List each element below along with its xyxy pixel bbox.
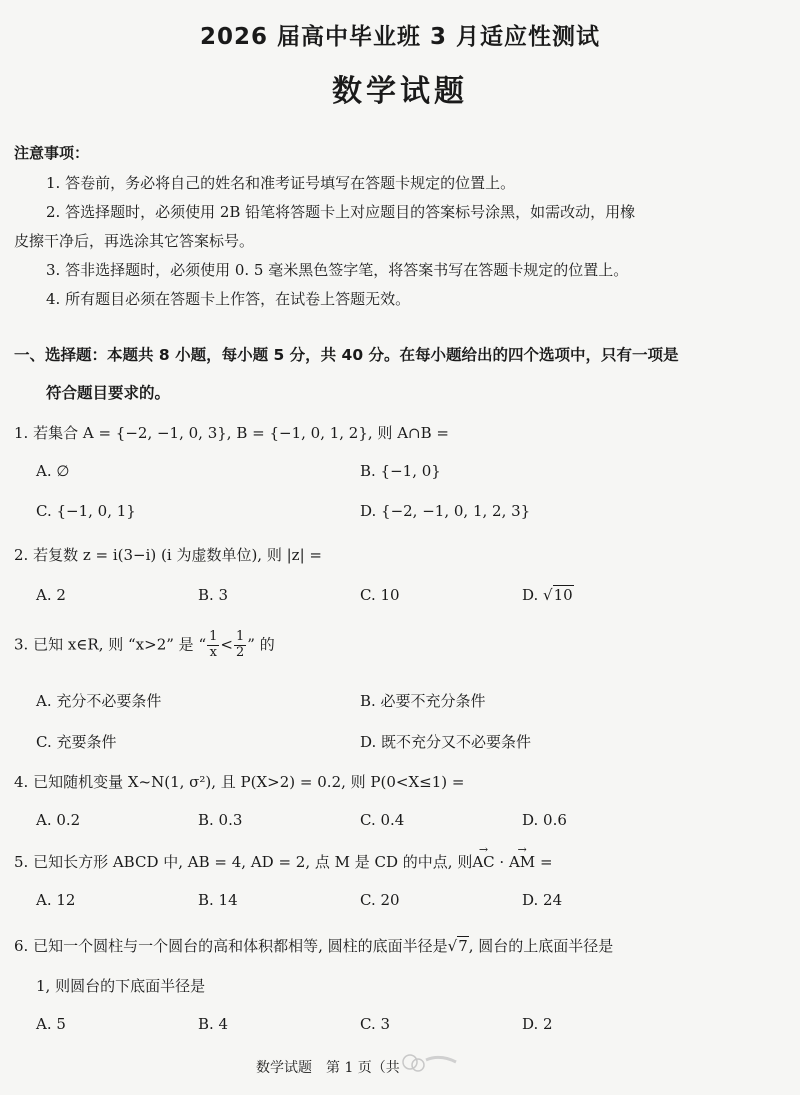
option-b: B. 3 (198, 586, 229, 604)
option-a: A. 充分不必要条件 (36, 692, 162, 710)
notice-item: 1. 答卷前，务必将自己的姓名和准考证号填写在答题卡规定的位置上。 (46, 174, 516, 192)
fraction-numerator: 1 (209, 629, 218, 644)
option-d: D. 2 (522, 1015, 553, 1033)
option-d (522, 586, 574, 604)
option-d: D. {−2, −1, 0, 1, 2, 3} (360, 502, 531, 520)
question-stem (14, 851, 553, 872)
page-footer: 数学试题 第 1 页（共 (256, 1060, 400, 1076)
dot-operator: · (494, 853, 509, 871)
option-b: B. 4 (198, 1015, 229, 1033)
section-heading: 一、选择题：本题共 8 小题，每小题 5 分，共 40 分。在每小题给出的四个选项中，只有一项是 (14, 346, 679, 364)
option-d: D. 0.6 (522, 811, 567, 829)
fraction-numerator: 1 (235, 629, 245, 644)
fraction-denominator: 2 (235, 644, 245, 660)
question-stem: 1. 若集合 A = {−2, −1, 0, 3}, B = {−1, 0, 1, 2}, 则 A∩B = (14, 424, 449, 442)
stem-suffix: ” 的 (247, 635, 275, 654)
question-stem: 4. 已知随机变量 X~N(1, σ²), 且 P(X>2) = 0.2, 则 P(0<X≤1) = (14, 773, 465, 791)
option-b: B. 0.3 (198, 811, 243, 829)
question-stem-cont: 1, 则圆台的下底面半径是 (36, 977, 206, 995)
option-b: B. 必要不充分条件 (360, 692, 486, 710)
option-c: C. 20 (360, 891, 400, 909)
option-c: C. 0.4 (360, 811, 405, 829)
notice-item: 2. 答选择题时，必须使用 2B 铅笔将答题卡上对应题目的答案标号涂黑，如需改动，用橡 (46, 203, 636, 221)
watermark-graphic (400, 1048, 460, 1078)
subject-title: 数学试题 (332, 74, 468, 109)
notice-item: 4. 所有题目必须在答题卡上作答，在试卷上答题无效。 (46, 290, 411, 308)
stem-prefix: 6. 已知一个圆柱与一个圆台的高和体积都相等, 圆柱的底面半径是 (14, 937, 448, 955)
less-than-sign: < (220, 635, 233, 654)
notice-heading: 注意事项： (14, 144, 90, 162)
stem-prefix: 3. 已知 x∈R, 则 “x>2” 是 “ (14, 635, 207, 654)
option-d-label: D. (522, 586, 544, 604)
exam-title: 2026 届高中毕业班 3 月适应性测试 (199, 24, 601, 50)
option-d: D. 既不充分又不必要条件 (360, 733, 532, 751)
sqrt-expression: √10 (543, 586, 573, 604)
option-c: C. 3 (360, 1015, 391, 1033)
option-a: A. 12 (36, 891, 76, 909)
notice-item: 3. 答非选择题时，必须使用 0. 5 毫米黑色签字笔，将答案书写在答题卡规定的位置上。 (46, 261, 629, 279)
question-stem (14, 630, 275, 661)
sqrt-radicand: 7 (458, 937, 468, 955)
option-a: A. 2 (36, 586, 66, 604)
fraction-one-half (234, 630, 246, 661)
vector-am: → AM (509, 853, 535, 871)
equals-sign: = (535, 853, 553, 871)
option-c: C. 10 (360, 586, 400, 604)
option-c: C. 充要条件 (36, 733, 117, 751)
stem-prefix: 5. 已知长方形 ABCD 中, AB = 4, AD = 2, 点 M 是 CD 的中点, 则 (14, 853, 473, 871)
stem-suffix: , 圆台的上底面半径是 (468, 937, 614, 955)
question-stem (14, 935, 613, 956)
option-b: B. {−1, 0} (360, 462, 441, 480)
watermark-logo-icon (400, 1048, 460, 1078)
fraction-denominator: x (209, 644, 217, 660)
option-c: C. {−1, 0, 1} (36, 502, 136, 520)
question-stem: 2. 若复数 z = i(3−i) (i 为虚数单位), 则 |z| = (14, 546, 322, 564)
option-a: A. 5 (36, 1015, 66, 1033)
option-d: D. 24 (522, 891, 563, 909)
vector-ac: → AC (472, 853, 494, 871)
option-b: B. 14 (198, 891, 238, 909)
sqrt-expression: √7 (447, 937, 468, 955)
fraction-one-over-x (207, 630, 219, 661)
section-heading-cont: 符合题目要求的。 (46, 384, 171, 402)
sqrt-radicand: 10 (553, 586, 573, 604)
option-a: A. ∅ (36, 462, 70, 480)
option-a: A. 0.2 (36, 811, 81, 829)
notice-item: 皮擦干净后，再选涂其它答案标号。 (14, 232, 255, 250)
